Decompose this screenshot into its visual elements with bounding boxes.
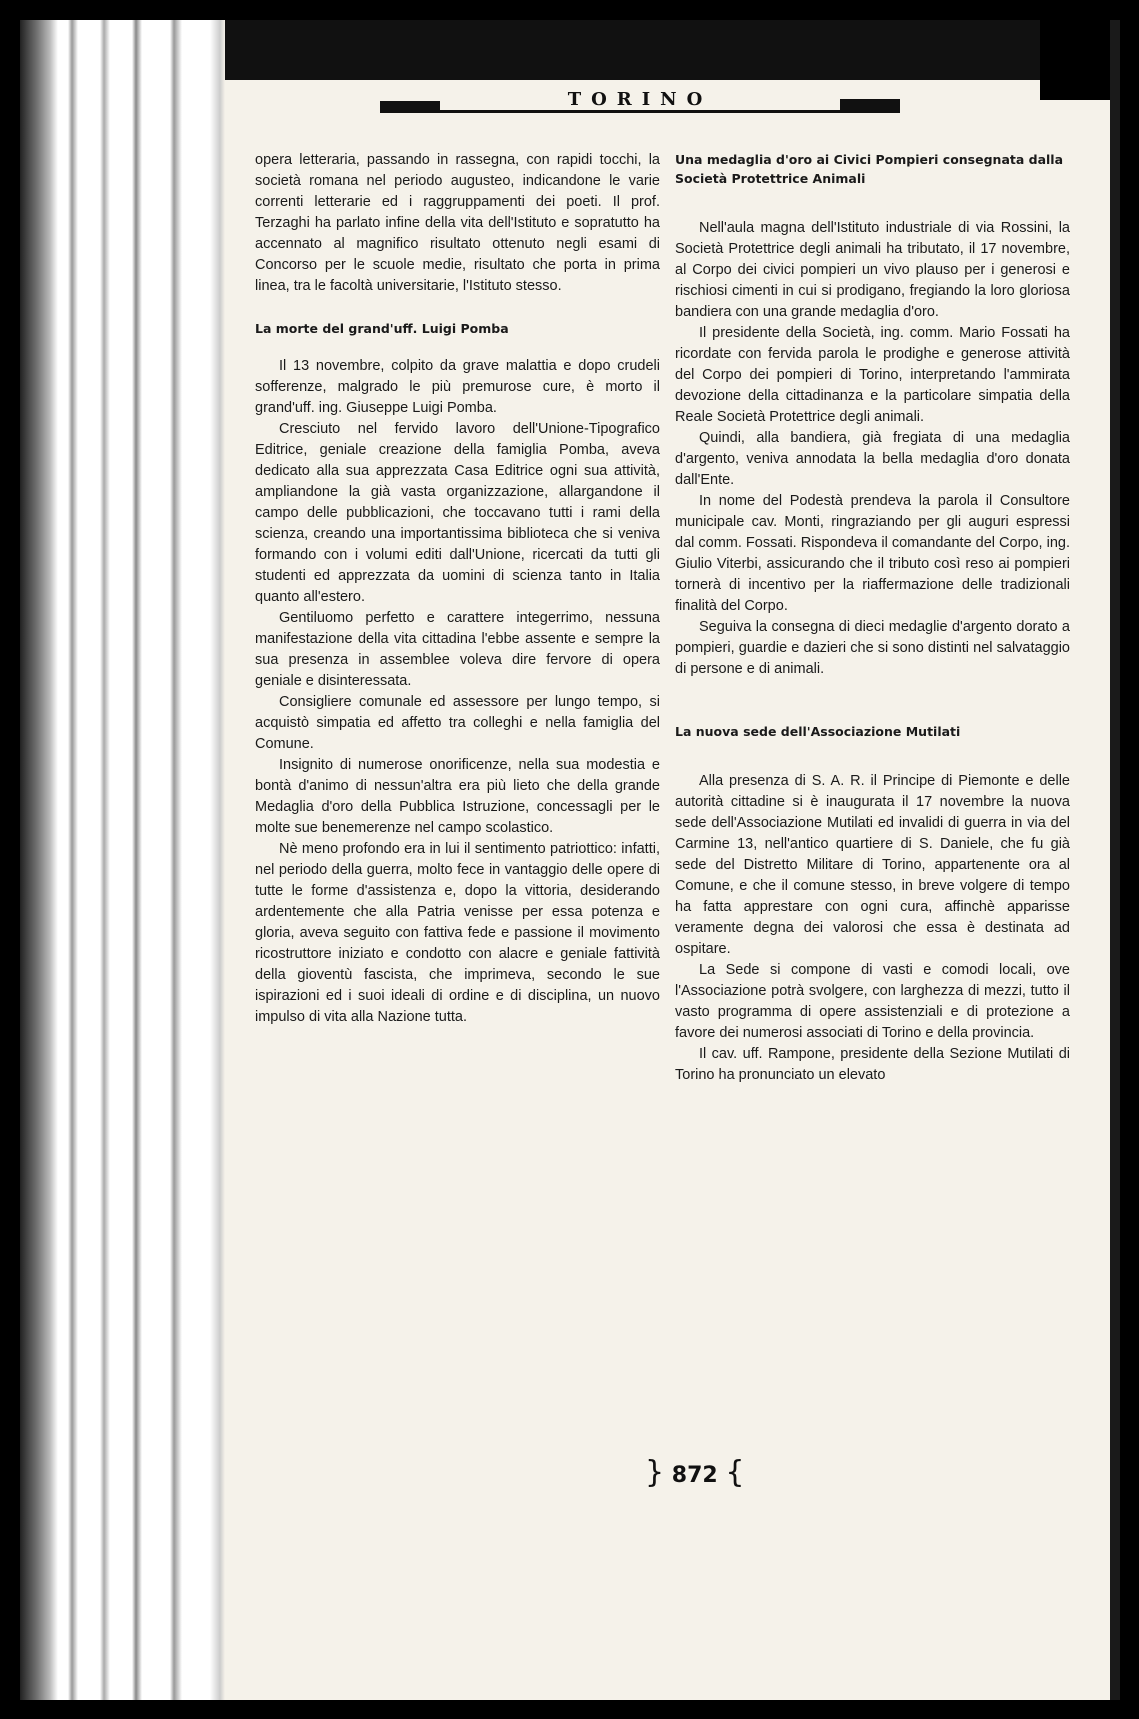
paragraph: Alla presenza di S. A. R. il Principe di Piemonte e delle autorità cittadine si è inaugurata il 17 novembre la nuova sede dell'Associazione Mutilati ed invalidi di guerra in via del Carmine 13, nell'antico quartiere di S. Daniele, che fu già sede del Distretto Militare di Torino, appartenente ora al Comune, e che il comune stesso, in breve volgere di tempo ha fatta apprestare con ogni cura, affinchè apparisse veramente degna dei valorosi che essa è destinata ad ospitare.	[675, 773, 1070, 957]
scan-edge-right	[1110, 20, 1120, 1700]
paragraph: Seguiva la consegna di dieci medaglie d'argento dorato a pompieri, guardie e dazieri che si sono distinti nel salvataggio di persone e di animali.	[675, 619, 1070, 677]
page-number-value: 872	[671, 1463, 718, 1488]
paragraph: Il presidente della Società, ing. comm. Mario Fossati ha ricordate con fervida parola le prodighe e generose attività del Corpo dei pompieri di Torino, interpretando l'ammirata devozione della cittadinanza e la particolare simpatia della Reale Società Protettrice degli animali.	[675, 325, 1070, 425]
paragraph: Nè meno profondo era in lui il sentimento patriottico: infatti, nel periodo della guerra, molto fece in vantaggio delle opere di tutte le forme d'assistenza e, dopo la vittoria, desiderando ardentemente che alla Patria venisse per essa potenza e gloria, aveva seguito con fattiva fede e passione il movimento ricostruttore iniziato e condotto con alacre e geniale fattività della gioventù fascista, che imprimeva, secondo le sue ispirazioni ed i suoi ideali di ordine e di disciplina, un nuovo impulso di vita alla Nazione tutta.	[255, 841, 660, 1025]
right-column	[675, 150, 1070, 1086]
paragraph: Gentiluomo perfetto e carattere integerrimo, nessuna manifestazione della vita cittadina l'ebbe assente e sempre la sua presenza in assemblee voleva dire fervore di opera geniale e disinteressata.	[255, 610, 660, 689]
intro-paragraph: opera letteraria, passando in rassegna, con rapidi tocchi, la società romana nel periodo augusteo, indicandone le varie correnti letterarie ed i raggruppamenti dei poeti. Il prof. Terzaghi ha parlato infine della vita dell'Istituto e sopratutto ha accennato al magnifico risultato ottenuto negli esami di Concorso per le scuole medie, risultato che porta in prima linea, tra le facoltà universitarie, l'Istituto stesso.	[255, 152, 660, 294]
section-heading-pompieri: Una medaglia d'oro ai Civici Pompieri consegnata dalla Società Protettrice Animali	[675, 152, 1064, 186]
page-number	[645, 1455, 744, 1490]
paragraph: Insignito di numerose onorificenze, nella sua modestia e bontà d'animo di nessun'altra era più lieto che della grande Medaglia d'oro della Pubblica Istruzione, concessagli per le molte sue benemerenze nel campo scolastico.	[255, 757, 660, 836]
ornament-left	[380, 101, 440, 113]
brace-right-ornament: {	[725, 1455, 745, 1490]
ornament-right	[840, 99, 900, 113]
running-title: TORINO	[567, 89, 713, 110]
paragraph: Nell'aula magna dell'Istituto industriale di via Rossini, la Società Protettrice degli animali ha tributato, il 17 novembre, al Corpo dei civici pompieri un vivo plauso per i generosi e rischiosi cimenti in cui si prodigano, fregiando la loro gloriosa bandiera con una grande medaglia d'oro.	[675, 220, 1070, 320]
book-page-edges	[20, 20, 225, 1700]
brace-left-ornament: }	[645, 1455, 665, 1490]
paragraph: Cresciuto nel fervido lavoro dell'Unione-Tipografico Editrice, geniale creazione della famiglia Pomba, aveva dedicato alla sua apprezzata Casa Editrice ogni sua attività, ampliandone la già vasta organizzazione, allargandone il campo delle pubblicazioni, che toccavano tutti i rami della scienza, creando una importantissima biblioteca che si veniva formando con i volumi editi dall'Unione, ricercati da tutti gli studenti ed apprezzata da uomini di scienza tanto in Italia quanto all'estero.	[255, 421, 660, 605]
paragraph: In nome del Podestà prendeva la parola il Consultore municipale cav. Monti, ringraziando per gli auguri espressi dal comm. Fossati. Rispondeva il comandante del Corpo, ing. Giulio Viterbi, assicurando che il tributo così reso ai pompieri tornerà di incentivo per la riaffermazione delle tradizionali finalità del Corpo.	[675, 493, 1070, 614]
paragraph: Il cav. uff. Rampone, presidente della Sezione Mutilati di Torino ha pronunciato un elevato	[675, 1046, 1070, 1083]
paragraph: Consigliere comunale ed assessore per lungo tempo, si acquistò simpatia ed affetto tra colleghi e nella famiglia del Comune.	[255, 694, 660, 752]
section-heading-pomba: La morte del grand'uff. Luigi Pomba	[255, 321, 509, 336]
paragraph: Quindi, alla bandiera, già fregiata di una medaglia d'argento, veniva annodata la bella medaglia d'oro donata dall'Ente.	[675, 430, 1070, 488]
section-heading-mutilati: La nuova sede dell'Associazione Mutilati	[675, 724, 961, 739]
paragraph: La Sede si compone di vasti e comodi locali, ove l'Associazione potrà svolgere, con larghezza di mezzi, tutto il vasto programma di opere assistenziali e di protezione a favore dei numerosi associati di Torino e della provincia.	[675, 962, 1070, 1041]
left-column	[255, 150, 660, 1028]
running-head	[380, 84, 900, 113]
paragraph: Il 13 novembre, colpito da grave malattia e dopo crudeli sofferenze, malgrado le più premurose cure, è morto il grand'uff. ing. Giuseppe Luigi Pomba.	[255, 358, 660, 416]
scan-edge-corner	[1040, 20, 1120, 100]
